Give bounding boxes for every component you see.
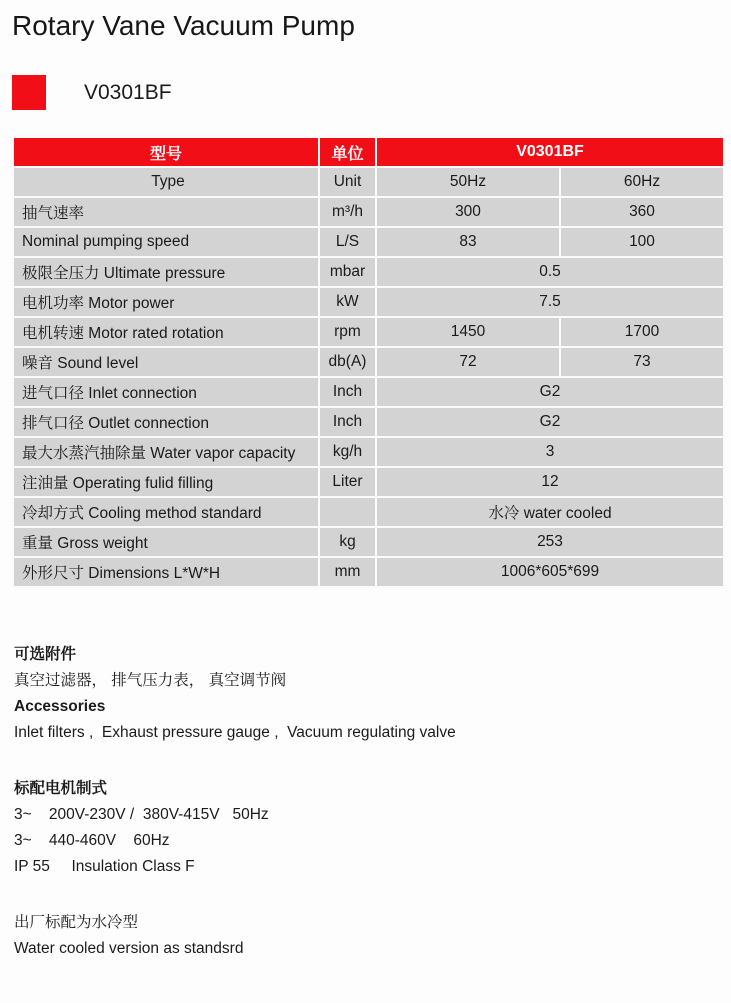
value-merged-cell: 0.5	[376, 257, 724, 287]
value-50hz-cell: 1450	[376, 317, 560, 347]
row-label-cell: 冷却方式 Cooling method standard	[13, 497, 319, 527]
row-unit-cell: kW	[319, 287, 376, 317]
motor-spec-title: 标配电机制式	[14, 780, 108, 797]
row-unit-cell: rpm	[319, 317, 376, 347]
motor-spec-section	[14, 776, 721, 880]
table-row	[13, 287, 724, 317]
table-row	[13, 437, 724, 467]
table-row	[13, 347, 724, 377]
row-unit-cell: m³/h	[319, 197, 376, 227]
row-label-cell: 电机转速 Motor rated rotation	[13, 317, 319, 347]
table-row	[13, 227, 724, 257]
accessories-title-cn: 可选附件	[14, 646, 77, 663]
value-merged-cell: G2	[376, 407, 724, 437]
value-merged-cell: 水冷 water cooled	[376, 497, 724, 527]
row-unit-cell: mbar	[319, 257, 376, 287]
table-row	[13, 257, 724, 287]
value-50hz-cell: 83	[376, 227, 560, 257]
table-row	[13, 527, 724, 557]
table-row	[13, 467, 724, 497]
spec-table	[12, 136, 725, 588]
notes-sections	[14, 642, 721, 962]
accessories-section	[14, 642, 721, 746]
row-label-cell: 最大水蒸汽抽除量 Water vapor capacity	[13, 437, 319, 467]
row-unit-cell: kg	[319, 527, 376, 557]
value-60hz-cell: 100	[560, 227, 724, 257]
row-unit-cell: db(A)	[319, 347, 376, 377]
table-row	[13, 497, 724, 527]
value-50hz-cell: 50Hz	[376, 167, 560, 197]
motor-spec-line-ip: IP 55 Insulation Class F	[14, 858, 195, 875]
accessories-body-en: Inlet filters , Exhaust pressure gauge , Vacuum regulating valve	[14, 724, 456, 741]
table-row	[13, 407, 724, 437]
value-60hz-cell: 60Hz	[560, 167, 724, 197]
row-label-cell: Nominal pumping speed	[13, 227, 319, 257]
table-row	[13, 557, 724, 587]
table-row	[13, 377, 724, 407]
row-label-cell: 噪音 Sound level	[13, 347, 319, 377]
value-merged-cell: 1006*605*699	[376, 557, 724, 587]
row-label-cell: 排气口径 Outlet connection	[13, 407, 319, 437]
row-label-cell: 极限全压力 Ultimate pressure	[13, 257, 319, 287]
header-row	[13, 137, 724, 167]
value-merged-cell: 253	[376, 527, 724, 557]
col-header-unit: 单位	[319, 137, 376, 167]
model-name: V0301BF	[84, 80, 172, 104]
col-header-model: 型号	[13, 137, 319, 167]
row-unit-cell: Inch	[319, 407, 376, 437]
table-row	[13, 197, 724, 227]
spec-table-header	[13, 137, 724, 167]
row-label-cell: 重量 Gross weight	[13, 527, 319, 557]
row-unit-cell: Inch	[319, 377, 376, 407]
value-50hz-cell: 300	[376, 197, 560, 227]
value-50hz-cell: 72	[376, 347, 560, 377]
row-label-cell: Type	[13, 167, 319, 197]
row-label-cell: 进气口径 Inlet connection	[13, 377, 319, 407]
red-square-marker	[12, 75, 46, 110]
accessories-title-en: Accessories	[14, 698, 106, 715]
value-60hz-cell: 73	[560, 347, 724, 377]
row-label-cell: 电机功率 Motor power	[13, 287, 319, 317]
cooling-note-section	[14, 910, 721, 962]
cooling-note-en: Water cooled version as standsrd	[14, 940, 244, 957]
value-60hz-cell: 1700	[560, 317, 724, 347]
value-merged-cell: 7.5	[376, 287, 724, 317]
cooling-note-cn: 出厂标配为水冷型	[14, 914, 139, 931]
row-unit-cell	[319, 497, 376, 527]
value-merged-cell: 3	[376, 437, 724, 467]
row-unit-cell: Liter	[319, 467, 376, 497]
table-row	[13, 317, 724, 347]
model-heading	[12, 75, 721, 110]
motor-spec-line-50hz: 3~ 200V-230V / 380V-415V 50Hz	[14, 806, 269, 823]
row-label-cell: 抽气速率	[13, 197, 319, 227]
row-unit-cell: L/S	[319, 227, 376, 257]
row-unit-cell: mm	[319, 557, 376, 587]
table-row	[13, 167, 724, 197]
col-header-value: V0301BF	[376, 137, 724, 167]
row-unit-cell: kg/h	[319, 437, 376, 467]
motor-spec-line-60hz: 3~ 440-460V 60Hz	[14, 832, 170, 849]
accessories-body-cn: 真空过滤器， 排气压力表， 真空调节阀	[14, 672, 287, 689]
page-title: Rotary Vane Vacuum Pump	[12, 10, 355, 41]
value-merged-cell: G2	[376, 377, 724, 407]
value-60hz-cell: 360	[560, 197, 724, 227]
spec-table-body	[13, 167, 724, 587]
row-label-cell: 注油量 Operating fulid filling	[13, 467, 319, 497]
row-label-cell: 外形尺寸 Dimensions L*W*H	[13, 557, 319, 587]
row-unit-cell: Unit	[319, 167, 376, 197]
value-merged-cell: 12	[376, 467, 724, 497]
